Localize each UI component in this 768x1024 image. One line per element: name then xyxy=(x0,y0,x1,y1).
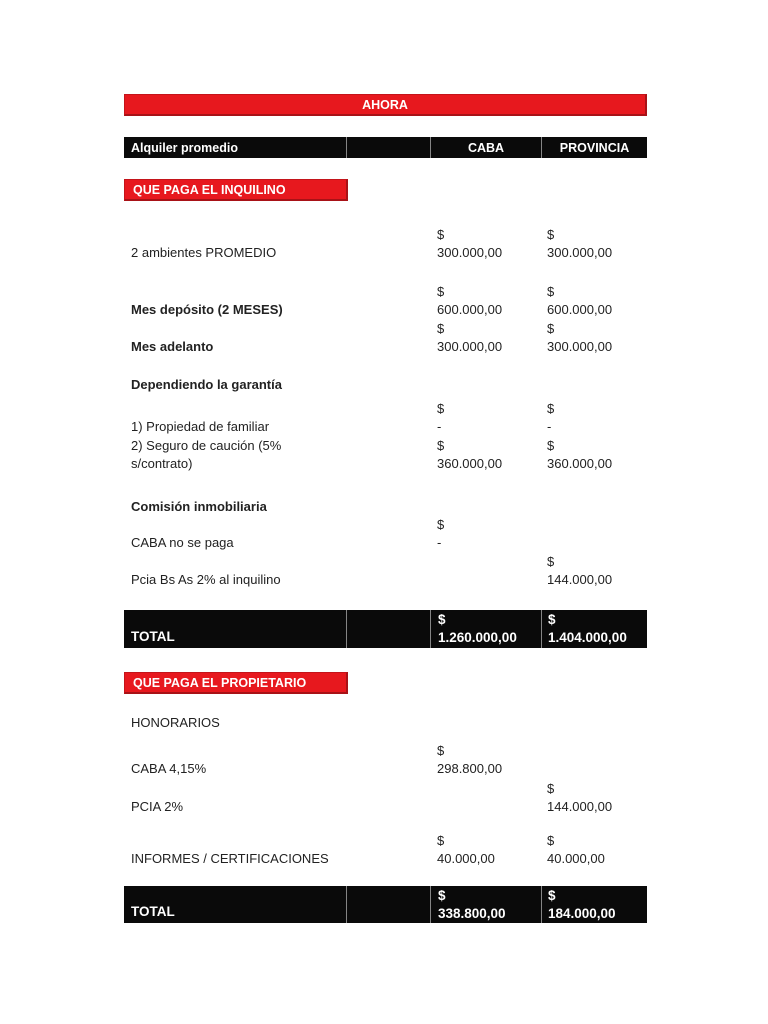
total-row-propietario xyxy=(124,886,647,923)
currency-symbol: $ xyxy=(437,743,445,758)
blank-cell xyxy=(346,886,430,923)
table-row xyxy=(124,320,647,356)
currency-symbol: $ xyxy=(437,517,445,532)
section-header-inquilino-label: QUE PAGA EL INQUILINO xyxy=(133,182,286,197)
header-cell-alquiler-promedio: Alquiler promedio xyxy=(131,140,238,155)
caba-value-cell xyxy=(430,437,541,473)
caba-amount: 360.000,00 xyxy=(437,456,503,471)
row-label: 1) Propiedad de familiar xyxy=(131,419,270,434)
caba-value-cell xyxy=(430,283,541,319)
provincia-amount: 300.000,00 xyxy=(547,245,613,260)
table-row xyxy=(124,832,647,868)
row-label: 2 ambientes PROMEDIO xyxy=(131,245,277,260)
currency-symbol: $ xyxy=(547,554,555,569)
table-row xyxy=(124,742,647,778)
caba-amount: 300.000,00 xyxy=(437,339,503,354)
provincia-value-cell xyxy=(541,780,647,816)
table-row xyxy=(124,498,647,516)
currency-symbol: $ xyxy=(547,284,555,299)
currency-symbol: $ xyxy=(437,401,445,416)
caba-amount: - xyxy=(437,535,442,550)
header-cell-caba: CABA xyxy=(430,137,541,158)
currency-symbol: $ xyxy=(438,612,446,627)
row-label: Pcia Bs As 2% al inquilino xyxy=(131,572,281,587)
row-label: 2) Seguro de caución (5% s/contrato) xyxy=(131,438,282,471)
row-label: HONORARIOS xyxy=(131,715,220,730)
total-row-inquilino xyxy=(124,610,647,648)
table-row xyxy=(124,714,647,732)
table-row xyxy=(124,780,647,816)
currency-symbol: $ xyxy=(548,888,556,903)
provincia-value-cell xyxy=(541,437,647,473)
caba-value-cell xyxy=(430,742,541,778)
currency-symbol: $ xyxy=(548,612,556,627)
caba-total-amount: 338.800,00 xyxy=(438,906,506,921)
table-row xyxy=(124,553,647,589)
banner-ahora-label: AHORA xyxy=(362,97,408,112)
caba-total-cell xyxy=(430,610,541,648)
table-row xyxy=(124,400,647,436)
currency-symbol: $ xyxy=(547,781,555,796)
currency-symbol: $ xyxy=(437,833,445,848)
section-header-propietario-label: QUE PAGA EL PROPIETARIO xyxy=(133,675,307,690)
table-header-row xyxy=(124,137,647,158)
table-row xyxy=(124,437,647,473)
row-label: Comisión inmobiliaria xyxy=(131,499,267,514)
caba-total-cell xyxy=(430,886,541,923)
caba-amount: 300.000,00 xyxy=(437,245,503,260)
row-label: PCIA 2% xyxy=(131,799,184,814)
currency-symbol: $ xyxy=(547,833,555,848)
row-label: INFORMES / CERTIFICACIONES xyxy=(131,851,329,866)
total-label: TOTAL xyxy=(131,904,175,919)
provincia-value-cell xyxy=(541,553,647,589)
provincia-total-cell xyxy=(541,610,647,648)
row-label: Mes adelanto xyxy=(131,339,214,354)
header-cell-blank xyxy=(346,137,430,158)
caba-amount: 298.800,00 xyxy=(437,761,503,776)
provincia-amount: 360.000,00 xyxy=(547,456,613,471)
provincia-value-cell xyxy=(541,832,647,868)
banner-ahora xyxy=(124,94,647,116)
table-row xyxy=(124,226,647,262)
total-label: TOTAL xyxy=(131,629,175,644)
provincia-amount: 300.000,00 xyxy=(547,339,613,354)
header-cell-provincia: PROVINCIA xyxy=(541,137,647,158)
currency-symbol: $ xyxy=(437,321,445,336)
provincia-total-cell xyxy=(541,886,647,923)
currency-symbol: $ xyxy=(437,227,445,242)
row-label: CABA no se paga xyxy=(131,535,234,550)
currency-symbol: $ xyxy=(547,227,555,242)
row-label: Mes depósito (2 MESES) xyxy=(131,302,283,317)
currency-symbol: $ xyxy=(547,401,555,416)
caba-amount: 40.000,00 xyxy=(437,851,495,866)
caba-amount: 600.000,00 xyxy=(437,302,503,317)
currency-symbol: $ xyxy=(438,888,446,903)
caba-total-amount: 1.260.000,00 xyxy=(438,630,517,645)
provincia-amount: 144.000,00 xyxy=(547,572,613,587)
section-header-propietario xyxy=(124,672,348,694)
caba-value-cell xyxy=(430,400,541,436)
blank-cell xyxy=(346,610,430,648)
row-label: Dependiendo la garantía xyxy=(131,377,282,392)
currency-symbol: $ xyxy=(547,438,555,453)
caba-value-cell xyxy=(430,226,541,262)
caba-value-cell xyxy=(430,320,541,356)
provincia-amount: 144.000,00 xyxy=(547,799,613,814)
provincia-total-amount: 184.000,00 xyxy=(548,906,616,921)
table-row xyxy=(124,516,647,552)
provincia-value-cell xyxy=(541,226,647,262)
provincia-amount: 600.000,00 xyxy=(547,302,613,317)
table-row xyxy=(124,376,647,394)
provincia-value-cell xyxy=(541,400,647,436)
provincia-amount: - xyxy=(547,419,552,434)
row-label: CABA 4,15% xyxy=(131,761,207,776)
provincia-amount: 40.000,00 xyxy=(547,851,605,866)
caba-value-cell xyxy=(430,516,541,552)
currency-symbol: $ xyxy=(547,321,555,336)
provincia-value-cell xyxy=(541,320,647,356)
provincia-value-cell xyxy=(541,283,647,319)
caba-amount: - xyxy=(437,419,442,434)
currency-symbol: $ xyxy=(437,284,445,299)
table-row xyxy=(124,283,647,319)
provincia-total-amount: 1.404.000,00 xyxy=(548,630,627,645)
section-header-inquilino xyxy=(124,179,348,201)
currency-symbol: $ xyxy=(437,438,445,453)
caba-value-cell xyxy=(430,832,541,868)
